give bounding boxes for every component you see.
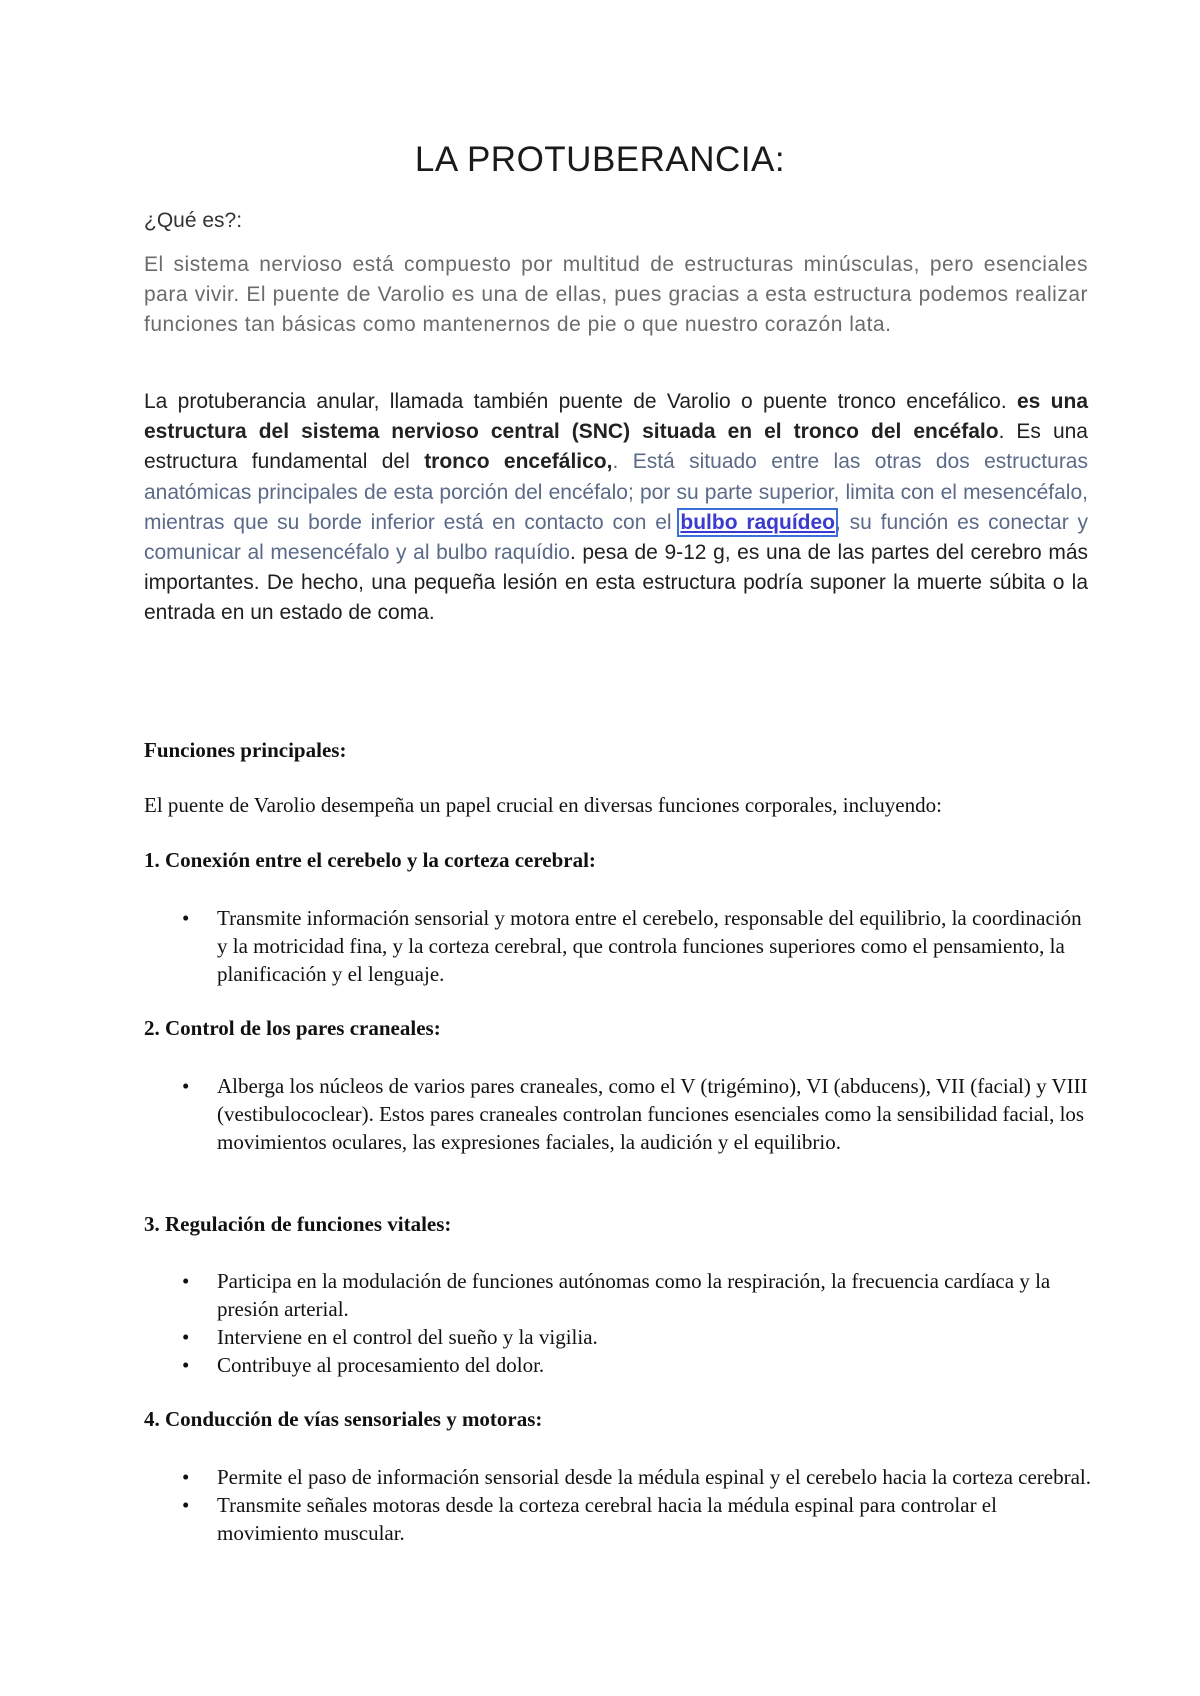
que-es-label: ¿Qué es?: (144, 209, 243, 232)
funciones-heading: Funciones principales: (144, 738, 347, 762)
list-item: • Interviene en el control del sueño y la vigilia. (182, 1325, 598, 1349)
definition-location: . Está situado entre las otras dos estructuras anatómicas principales de esta porción del encéfalo; por su parte superior, limita con el mesencéfalo, mientras que su borde inferior está en contacto con el (144, 450, 1088, 534)
bullet-icon: • (182, 1325, 190, 1349)
section-heading-4: 4. Conducción de vías sensoriales y motoras: (144, 1407, 543, 1431)
bullet-icon: • (182, 906, 190, 930)
bulbo-raquideo-link[interactable]: bulbo raquídeo (680, 510, 836, 534)
definition-mid: . Es una estructura fundamental del (144, 420, 1088, 474)
definition-intro: La protuberancia anular, llamada también puente de Varolio o puente tronco encefálico. (144, 390, 1017, 413)
section-list-2 (144, 1072, 1094, 1156)
bullet-icon: • (182, 1074, 190, 1098)
page-title: LA PROTUBERANCIA: (414, 140, 786, 179)
list-item: • Permite el paso de información sensorial desde la médula espinal y el cerebelo hacia la corteza cerebral. (182, 1465, 1092, 1489)
definition-tail: . pesa de 9-12 g, es una de las partes del cerebro más importantes. De hecho, una pequeña lesión en esta estructura podría suponer la muerte súbita o la entrada en un estado de coma. (144, 541, 1088, 625)
definition-bold-tronco: tronco encefálico (424, 450, 607, 474)
section-heading-2: 2. Control de los pares craneales: (144, 1016, 441, 1040)
bullet-icon: • (182, 1465, 190, 1489)
list-item: • Participa en la modulación de funciones autónomas como la respiración, la frecuencia cardíaca y la presión arterial. (182, 1269, 1051, 1321)
list-item: • Contribuye al procesamiento del dolor. (182, 1353, 545, 1377)
section-heading-1: 1. Conexión entre el cerebelo y la corteza cerebral: (144, 848, 596, 872)
definition-paragraph (144, 387, 1088, 629)
definition-function: , su función es conectar y comunicar al mesencéfalo y al bulbo raquídio (144, 510, 1089, 565)
funciones-intro: El puente de Varolio desempeña un papel crucial en diversas funciones corporales, incluyendo: (144, 793, 942, 817)
definition-bold-snc: es una estructura del sistema nervioso central (SNC) situada en el tronco del encéfalo (144, 390, 1088, 444)
section-heading-3: 3. Regulación de funciones vitales: (144, 1212, 452, 1236)
list-item: • Alberga los núcleos de varios pares craneales, como el V (trigémino), VI (abducens), VII (facial) y VIII (vestibulococlear). Estos pares craneales controlan funciones esenciales como la sensibilidad facial, los movimientos oculares, las expresiones faciales, la audición y el equilibrio. (182, 1074, 1088, 1154)
list-item: • Transmite señales motoras desde la corteza cerebral hacia la médula espinal para controlar el movimiento muscular. (182, 1493, 997, 1545)
list-item: • Transmite información sensorial y motora entre el cerebelo, responsable del equilibrio, la coordinación y la motricidad fina, y la corteza cerebral, que controla funciones superiores como el pensamiento, la planificación y el lenguaje. (182, 906, 1082, 986)
section-list-1 (144, 904, 1094, 988)
section-list-4 (144, 1463, 1094, 1547)
bullet-icon: • (182, 1353, 190, 1377)
bullet-icon: • (182, 1493, 190, 1517)
intro-paragraph: El sistema nervioso está compuesto por multitud de estructuras minúsculas, pero esenciales para vivir. El puente de Varolio es una de ellas, pues gracias a esta estructura podemos realizar funciones tan básicas como mantenernos de pie o que nuestro corazón lata. (144, 253, 1088, 337)
section-list-3 (144, 1267, 1094, 1379)
bullet-icon: • (182, 1269, 190, 1293)
definition-comma: , (606, 450, 613, 474)
